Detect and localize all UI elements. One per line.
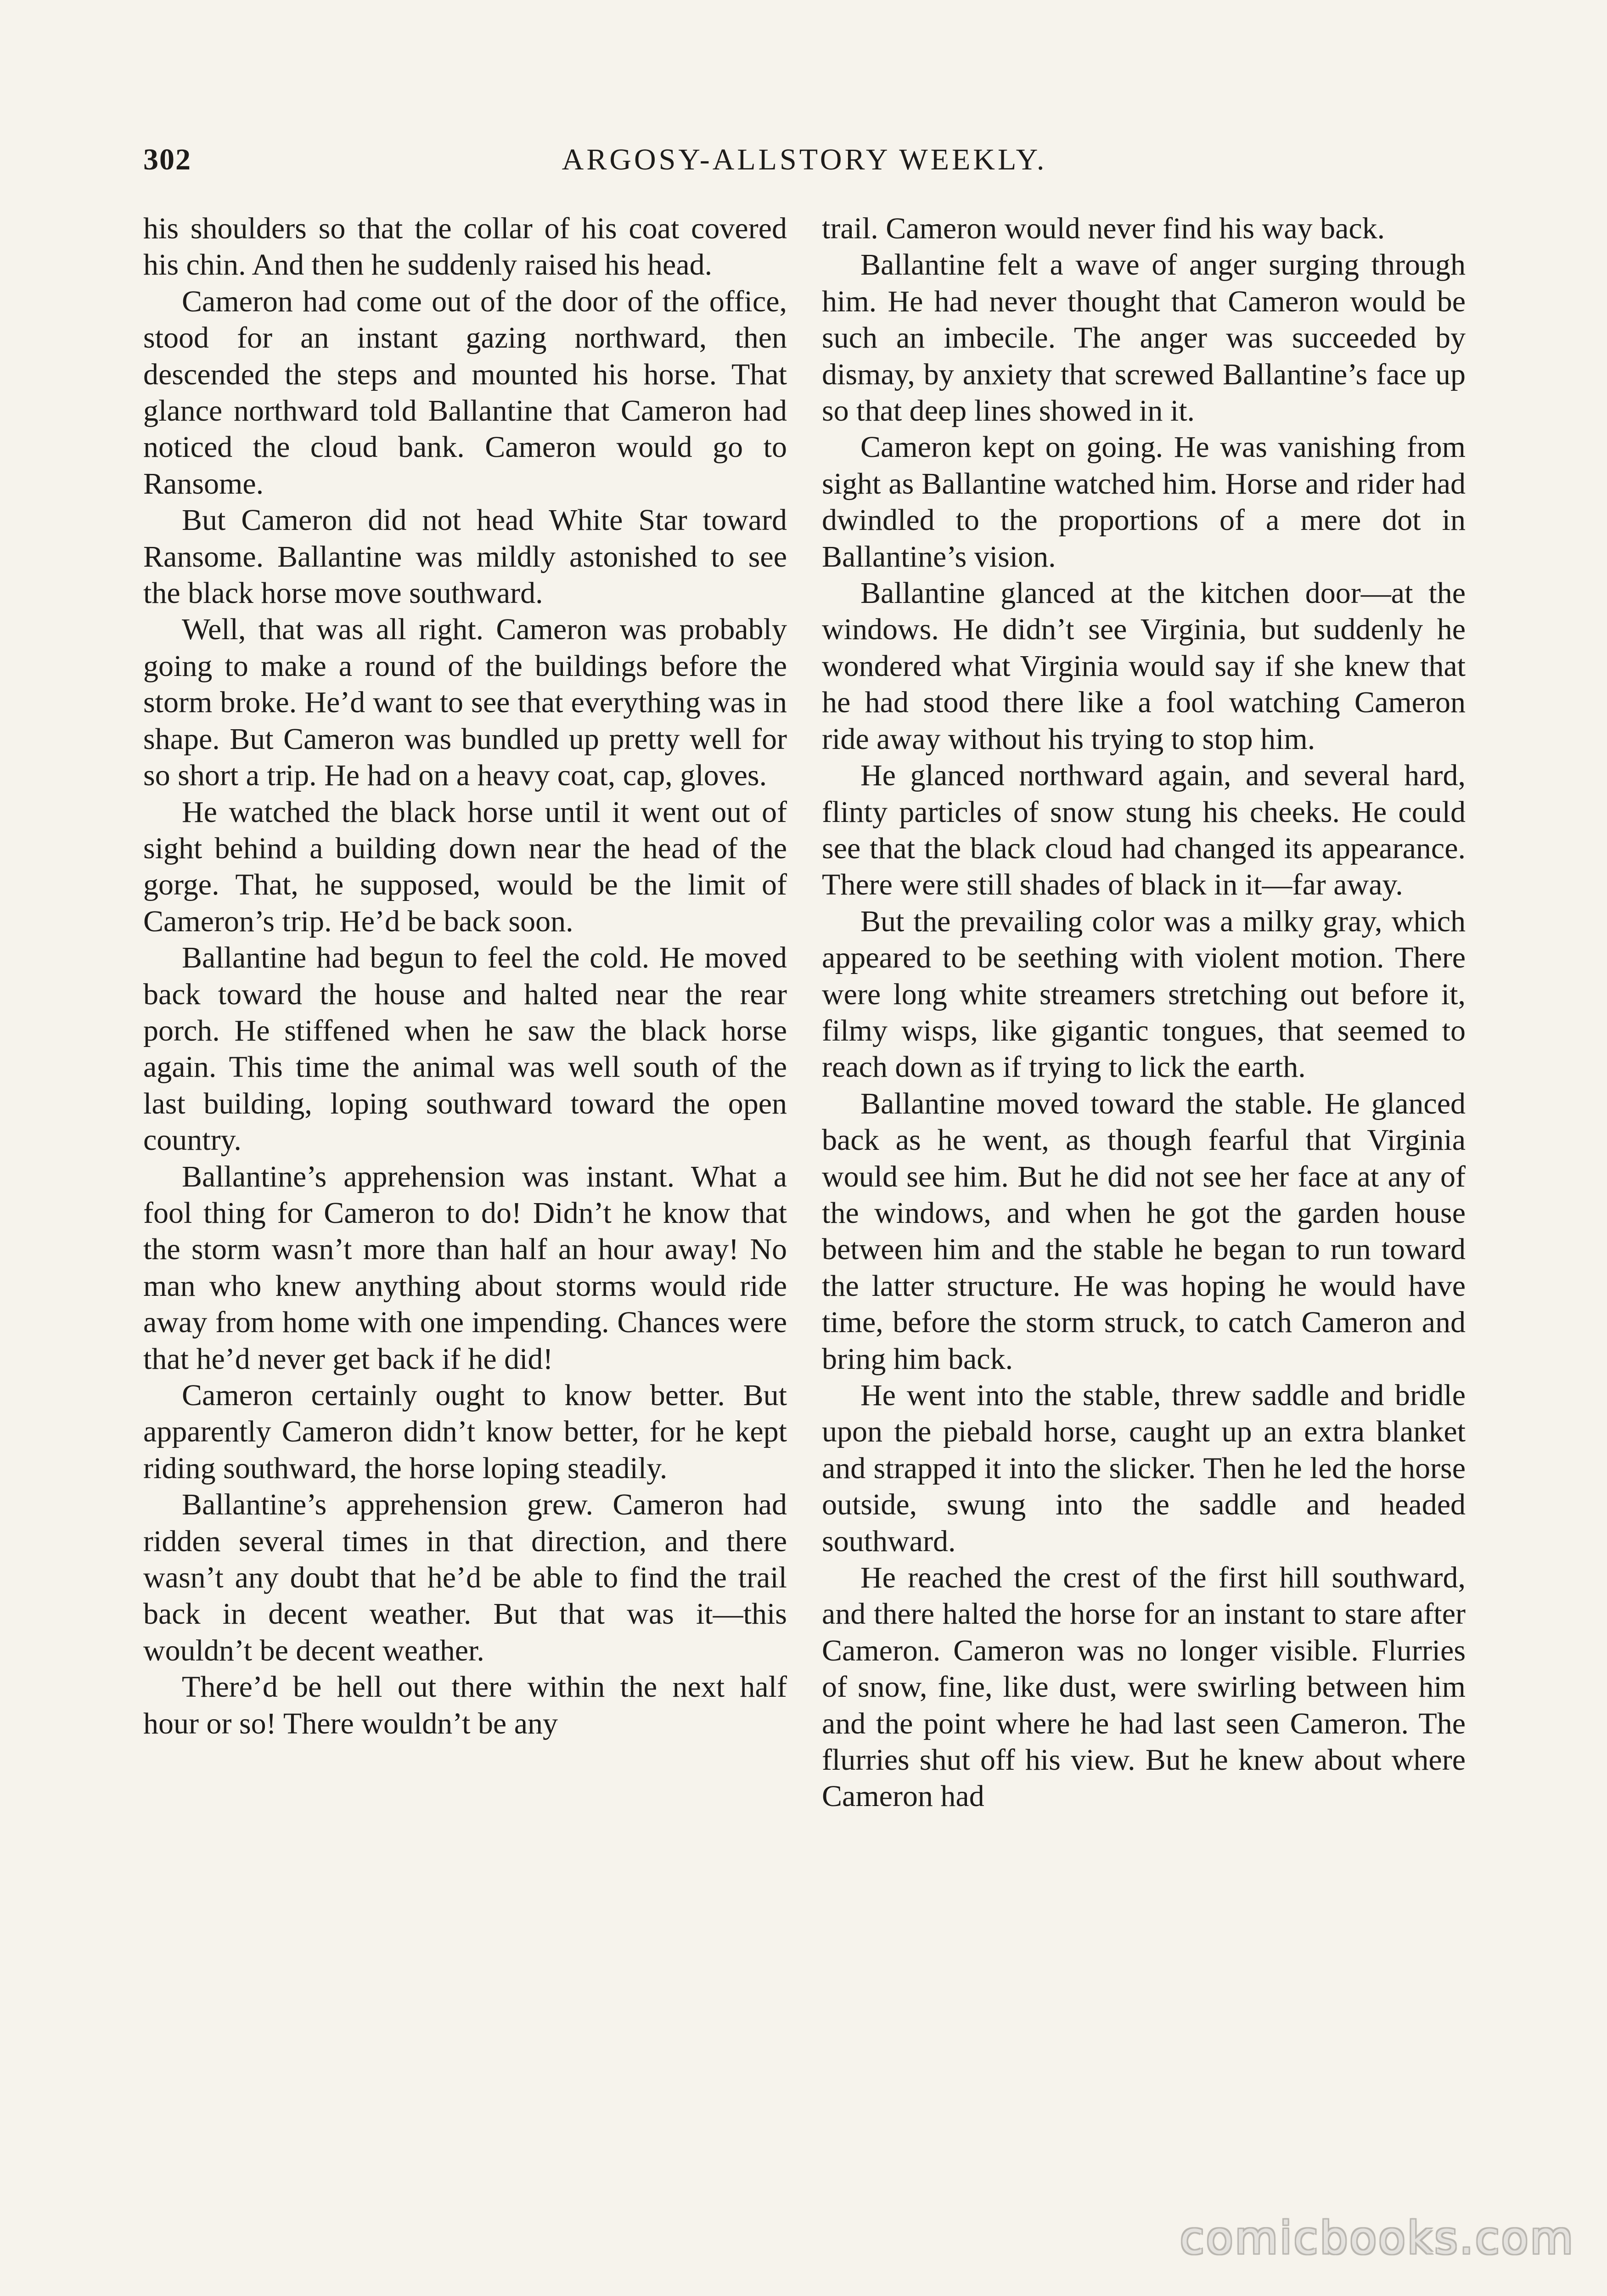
page-number: 302	[143, 143, 191, 176]
watermark: comicbooks.com	[1180, 2212, 1575, 2264]
paragraph: He went into the stable, threw saddle and bridle upon the piebald horse, caught up an extra blanket and strapped it into the slicker. Then he led the horse outside, swung into the saddle and headed southward.	[822, 1379, 1466, 1558]
left-column	[143, 210, 787, 2144]
right-column	[822, 210, 1466, 2144]
paragraph: There’d be hell out there within the next half hour or so! There wouldn’t be any	[143, 1670, 787, 1740]
paragraph: He reached the crest of the first hill southward, and there halted the horse for an instant to stare after Cameron. Cameron was no longer visible. Flurries of snow, fine, like dust, were swirling between him and the point where he had last seen Cameron. The flurries shut off his view. But he knew about where Cameron had	[822, 1561, 1466, 1813]
paragraph: Ballantine felt a wave of anger surging through him. He had never thought that Cameron would be such an imbecile. The anger was succeeded by dismay, by anxiety that screwed Ballantine’s face up so that deep lines showed in it.	[822, 248, 1466, 428]
paragraph: He glanced northward again, and several hard, flinty particles of snow stung his cheeks. He could see that the black cloud had changed its appearance. There were still shades of black in it—far away.	[822, 759, 1466, 902]
paragraph: his shoulders so that the collar of his coat covered his chin. And then he suddenly raised his head.	[143, 212, 787, 282]
paragraph: Ballantine’s apprehension was instant. What a fool thing for Cameron to do! Didn’t he know that the storm wasn’t more than half an hour away! No man who knew anything about storms would ride away from home with one impending. Chances were that he’d never get back if he did!	[143, 1159, 787, 1376]
paragraph: Cameron kept on going. He was vanishing from sight as Ballantine watched him. Horse and rider had dwindled to the proportions of a mere dot in Ballantine’s vision.	[822, 430, 1466, 574]
paragraph: Ballantine glanced at the kitchen door—at the windows. He didn’t see Virginia, but suddenly he wondered what Virginia would say if she knew that he had stood there like a fool watching Cameron ride away without his trying to stop him.	[822, 576, 1466, 756]
paragraph: But Cameron did not head White Star toward Ransome. Ballantine was mildly astonished to see the black horse move southward.	[143, 503, 787, 610]
paragraph: Ballantine’s apprehension grew. Cameron had ridden several times in that direction, and there wasn’t any doubt that he’d be able to find the trail back in decent weather. But that was it—this wouldn’t be decent weather.	[143, 1488, 787, 1667]
running-head: ARGOSY-ALLSTORY WEEKLY.	[562, 143, 1047, 176]
paragraph: Ballantine moved toward the stable. He glanced back as he went, as though fearful that Virginia would see him. But he did not see her face at any of the windows, and when he got the garden house between him and the stable he began to run toward the latter structure. He was hoping he would have time, before the storm struck, to catch Cameron and bring him back.	[822, 1086, 1466, 1376]
paragraph: trail. Cameron would never find his way back.	[822, 212, 1385, 245]
paragraph: Cameron had come out of the door of the office, stood for an instant gazing northward, then descended the steps and mounted his horse. That glance northward told Ballantine that Cameron had noticed the cloud bank. Cameron would go to Ransome.	[143, 284, 787, 501]
paragraph: But the prevailing color was a milky gray, which appeared to be seething with violent motion. There were long white streamers stretching out before it, filmy wisps, like gigantic tongues, that seemed to reach down as if trying to lick the earth.	[822, 904, 1466, 1084]
paragraph: Ballantine had begun to feel the cold. He moved back toward the house and halted near the rear porch. He stiffened when he saw the black horse again. This time the animal was well south of the last building, loping southward toward the open country.	[143, 941, 787, 1157]
page-header	[143, 138, 1466, 193]
paragraph: He watched the black horse until it went out of sight behind a building down near the head of the gorge. That, he supposed, would be the limit of Cameron’s trip. He’d be back soon.	[143, 795, 787, 938]
paragraph: Well, that was all right. Cameron was probably going to make a round of the buildings before the storm broke. He’d want to see that everything was in shape. But Cameron was bundled up pretty well for so short a trip. He had on a heavy coat, cap, gloves.	[143, 613, 787, 793]
paragraph: Cameron certainly ought to know better. But apparently Cameron didn’t know better, for he kept riding southward, the horse loping steadily.	[143, 1379, 787, 1485]
